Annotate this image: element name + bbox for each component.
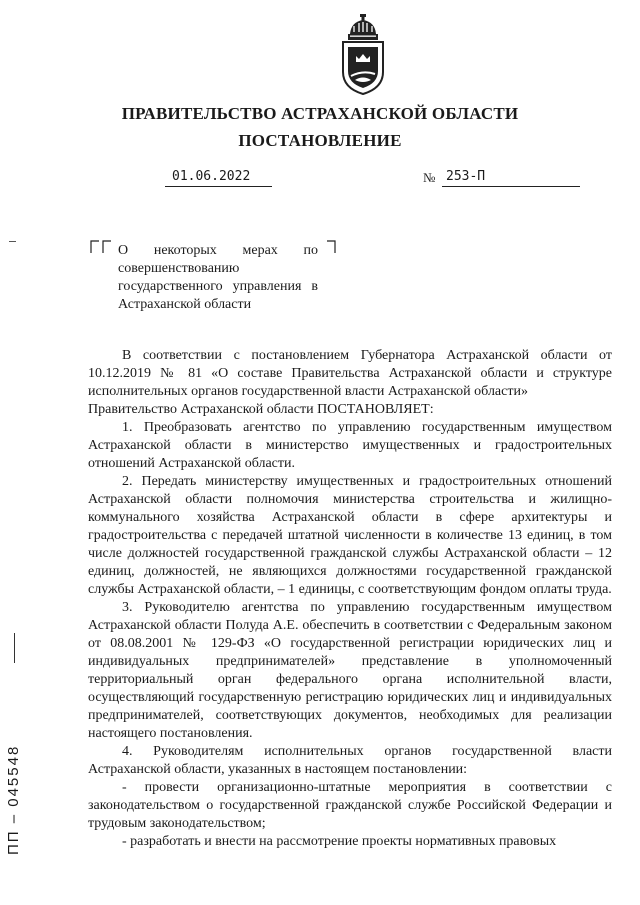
- document-type: ПОСТАНОВЛЕНИЕ: [238, 131, 402, 150]
- clause-4-subitem-1: - провести организационно-штатные мероприятия в соответствии с законодательством о государственной гражданской службе Российской Федерации и трудовым законодательством;: [88, 780, 612, 831]
- clause-4-subitem-2: - разработать и внести на рассмотрение проекты нормативных правовых: [122, 834, 557, 849]
- government-title: ПРАВИТЕЛЬСТВО АСТРАХАНСКОЙ ОБЛАСТИ: [121, 104, 519, 123]
- margin-line: [14, 633, 15, 663]
- number-sign: №: [423, 170, 436, 185]
- subject-bracket-right-icon: [326, 240, 336, 254]
- form-serial-number: ПП – 045548: [5, 744, 22, 855]
- number-underline: [442, 186, 580, 187]
- intro-paragraph: В соответствии с постановлением Губернатора Астраханской области от 10.12.2019 № 81 «О составе Правительства Астраханской области и структуре исполнительных органов государственной власти Астраханской области»: [88, 348, 612, 399]
- clause-1: 1. Преобразовать агентство по управлению государственным имуществом Астраханской области в министерство имущественных и градостроительных отношений Астраханской области.: [88, 420, 612, 471]
- document-body: [88, 347, 612, 851]
- coat-of-arms-icon: [340, 14, 386, 96]
- decision-line: Правительство Астраханской области ПОСТАНОВЛЯЕТ:: [88, 402, 434, 417]
- clause-3: 3. Руководителю агентства по управлению государственным имуществом Астраханской области Полуда А.Е. обеспечить в соответствии с Федеральным законом от 08.08.2001 № 129-ФЗ «О государственной регистрации юридических лиц и индивидуальных предпринимателей» представление в уполномоченный территориальный орган федерального органа исполнительной власти, осуществляющий государственную регистрацию юридических лиц и индивидуальных предпринимателей, соответствующих документов, необходимых для реализации настоящего постановления.: [88, 600, 612, 741]
- clause-2: 2. Передать министерству имущественных и градостроительных отношений Астраханской области полномочия министерства строительства и жилищно-коммунального хозяйства Астраханской области в сфере архитектуры и градостроительства с передачей штатной численности в количестве 13 единиц, в том числе должностей государственной гражданской службы Астраханской области – 12 единиц, должностей, не являющихся должностями государственной гражданской службы Астраханской области, – 1 единицы, с соответствующим фондом оплаты труда.: [88, 474, 612, 597]
- clause-4: 4. Руководителям исполнительных органов государственной власти Астраханской области, указанных в настоящем постановлении:: [88, 744, 612, 777]
- document-date: 01.06.2022: [172, 169, 251, 184]
- document-subject: О некоторых мерах по совершенствованию государственного управления в Астраханской области: [118, 243, 318, 312]
- document-number: 253-П: [446, 169, 486, 184]
- date-underline: [165, 186, 272, 187]
- subject-bracket-left-icon: [90, 240, 112, 254]
- margin-tick: [9, 241, 16, 242]
